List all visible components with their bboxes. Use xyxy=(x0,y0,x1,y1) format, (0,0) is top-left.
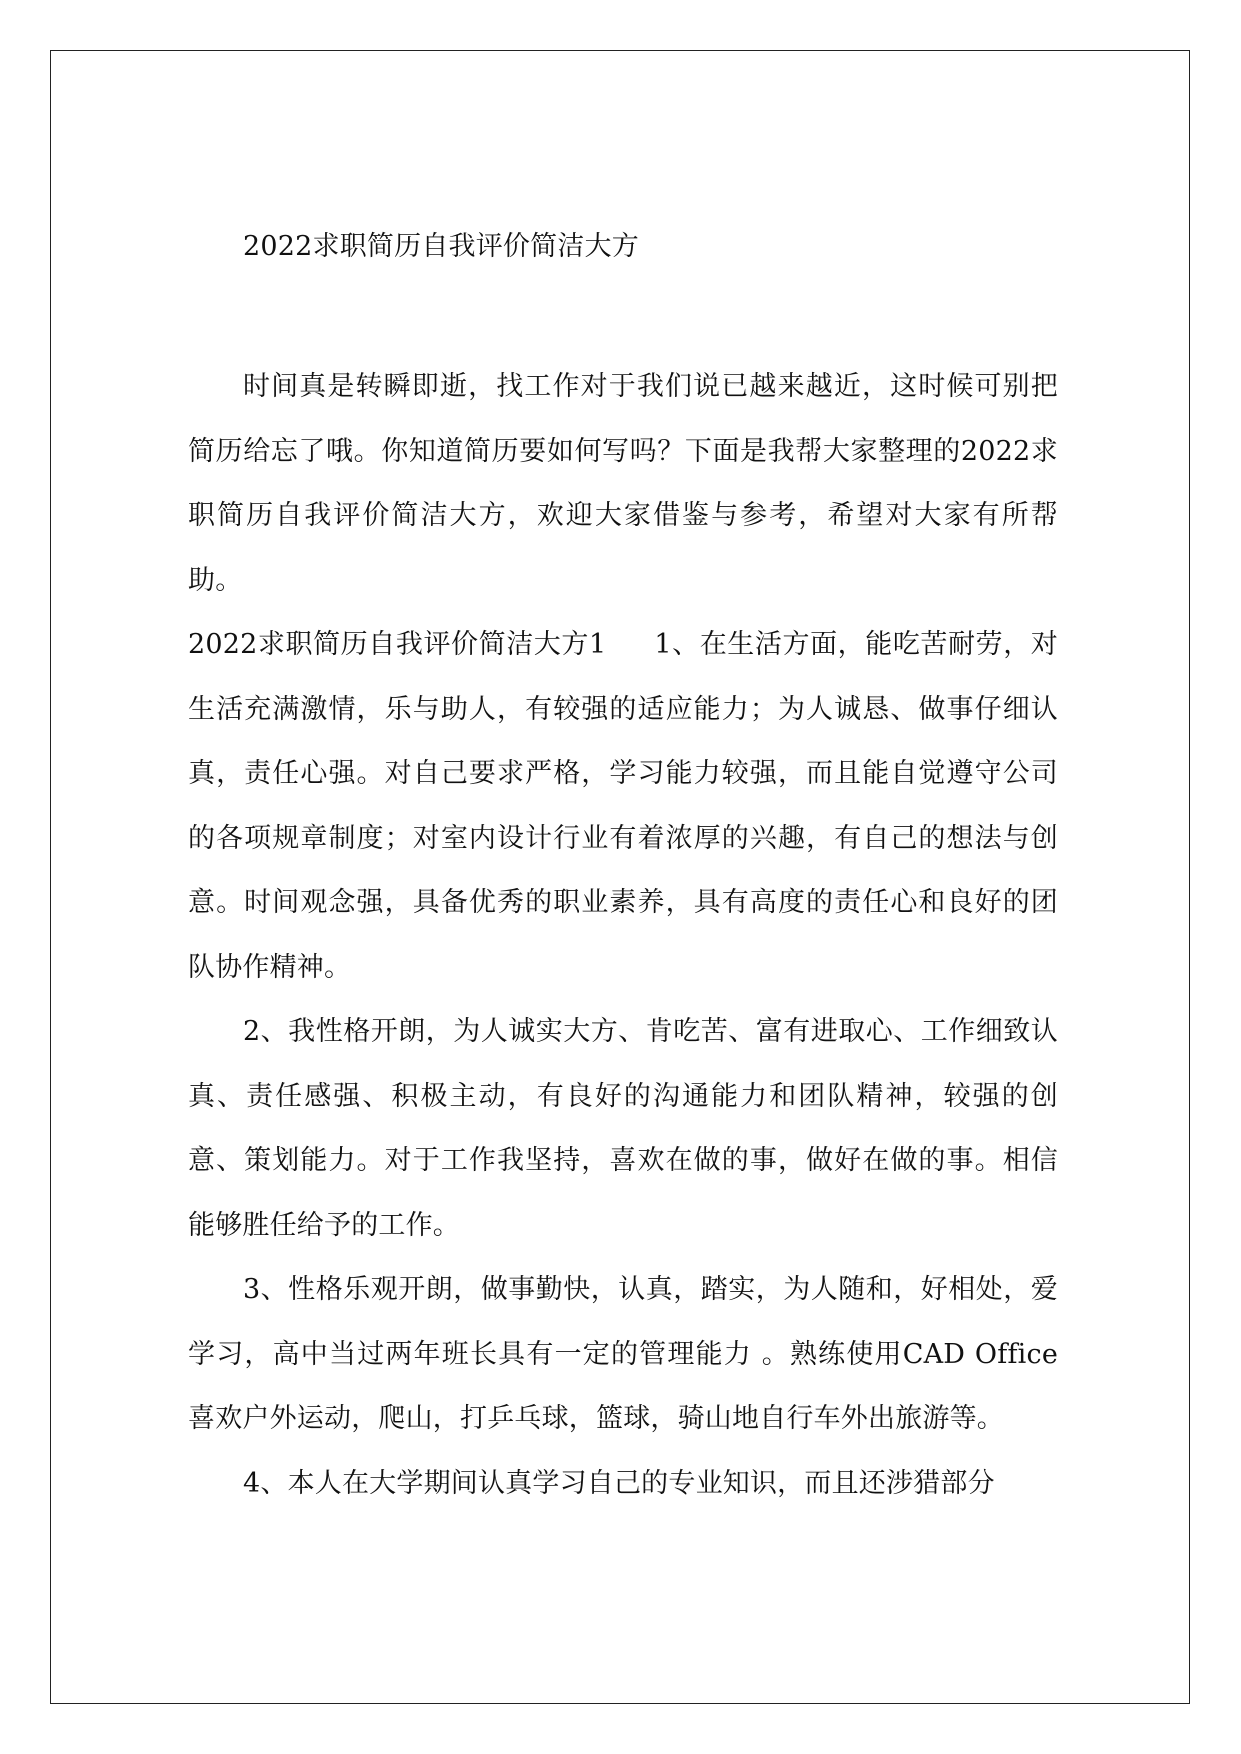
section-heading: 2022求职简历自我评价简洁大方1 xyxy=(188,629,607,660)
item-3-paragraph: 3、性格乐观开朗，做事勤快，认真，踏实，为人随和，好相处，爱学习，高中当过两年班长具有一定的管理能力 。熟练使用CAD Office喜欢户外运动，爬山，打乒乓球，篮球，骑山地自行车外出旅游等。 xyxy=(188,1274,1058,1434)
section-1 xyxy=(188,613,1058,1000)
item-4-paragraph: 4、本人在大学期间认真学习自己的专业知识，而且还涉猎部分 xyxy=(243,1467,995,1499)
intro-paragraph: 时间真是转瞬即逝，找工作对于我们说已越来越近，这时候可别把简历给忘了哦。你知道简历要如何写吗？下面是我帮大家整理的2022求职简历自我评价简洁大方，欢迎大家借鉴与参考，希望对大家有所帮助。 xyxy=(188,371,1058,596)
document-body xyxy=(188,225,1058,1516)
document-title: 2022求职简历自我评价简洁大方 xyxy=(243,231,639,262)
item-1-text: 1、在生活方面，能吃苦耐劳，对生活充满激情，乐与助人，有较强的适应能力；为人诚恳、做事仔细认真，责任心强。对自己要求严格，学习能力较强，而且能自觉遵守公司的各项规章制度；对室内设计行业有着浓厚的兴趣，有自己的想法与创意。时间观念强，具备优秀的职业素养，具有高度的责任心和良好的团队协作精神。 xyxy=(188,629,1058,983)
item-2-paragraph: 2、我性格开朗，为人诚实大方、肯吃苦、富有进取心、工作细致认真、责任感强、积极主动，有良好的沟通能力和团队精神，较强的创意、策划能力。对于工作我坚持，喜欢在做的事，做好在做的事。相信能够胜任给予的工作。 xyxy=(188,1016,1058,1241)
